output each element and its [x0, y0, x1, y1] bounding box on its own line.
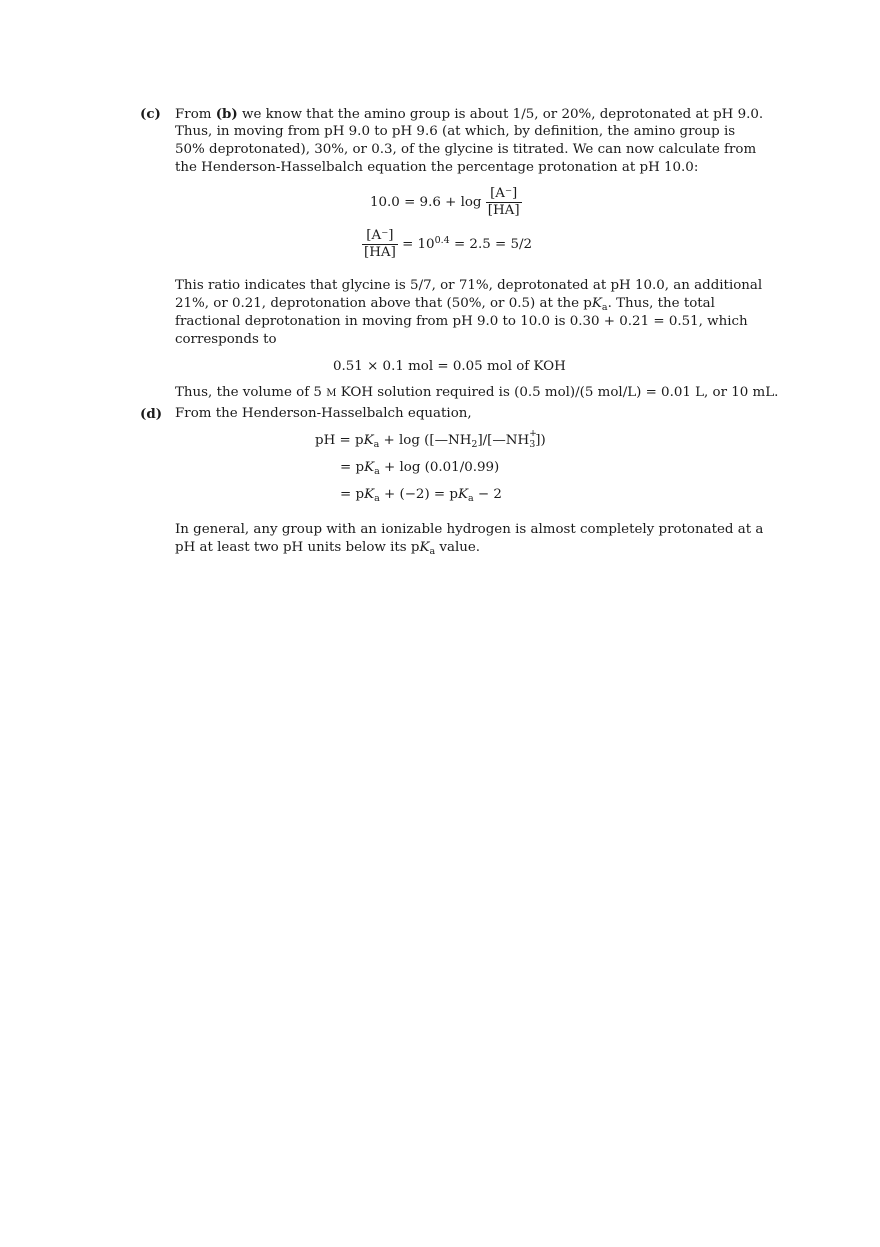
- part-c-line-9: Thus, the volume of 5 M KOH solution required is (0.5 mol)/(5 mol/L) = 0.01 L, or 10 mL.: [175, 385, 779, 400]
- part-c-line-1: From (b) we know that the amino group is about 1/5, or 20%, deprotonated at pH 9.0.: [175, 106, 764, 122]
- part-d-line-3: pH at least two pH units below its $pK_a$ value.: [175, 540, 481, 557]
- part-c-label: (c): [140, 106, 161, 122]
- fraction-a-over-ha-2: $\frac{[A^-]}{[HA]}$: [364, 228, 396, 260]
- equation-d2: = $pK_a + \log (0.01/0.99)$: [340, 460, 500, 477]
- part-c-line-3: 50% deprotonated), 30%, or 0.3, of the glycine is titrated. We can now calculate from: [175, 142, 757, 157]
- equation-c3: 0.51 × 0.1 mol = 0.05 mol of KOH: [333, 359, 566, 374]
- part-c-line-6: 21%, or 0.21, deprotonation above that (50%, or 0.5) at the $pK_a$. Thus, the total: [175, 296, 715, 313]
- part-c-line-5: This ratio indicates that glycine is 5/7, or 71%, deprotonated at pH 10.0, an additional: [175, 278, 763, 293]
- equation-d1: pH = $pK_a + \log$ ($[—NH_2]/[—NH_3$ + ]): [315, 429, 546, 450]
- equation-d3: = $pK_a + (-2) = pK_a - 2$: [340, 487, 502, 504]
- part-d-line-1: From the Henderson-Hasselbalch equation,: [175, 406, 472, 421]
- equation-c2: $\frac{[A^-]}{[HA]}$ = $10^{0.4} = 2.5 = 5/2$: [364, 228, 532, 260]
- part-c-line-8: corresponds to: [175, 332, 277, 347]
- part-d-label: (d): [140, 406, 163, 422]
- part-c-line-7: fractional deprotonation in moving from pH 9.0 to 10.0 is 0.30 + 0.21 = 0.51, which: [175, 314, 748, 329]
- fraction-a-over-ha: $\frac{[A^-]}{[HA]}$: [487, 186, 520, 218]
- equation-c1: 10.0 = 9.6 + log $\frac{[A^-]}{[HA]}$: [370, 186, 520, 218]
- part-c-line-4: the Henderson-Hasselbalch equation the percentage protonation at pH 10.0:: [175, 160, 699, 175]
- part-c-line-2: Thus, in moving from pH 9.0 to pH 9.6 (at which, by definition, the amino group is: [175, 124, 736, 139]
- part-d-line-2: In general, any group with an ionizable hydrogen is almost completely protonated at a: [175, 522, 764, 537]
